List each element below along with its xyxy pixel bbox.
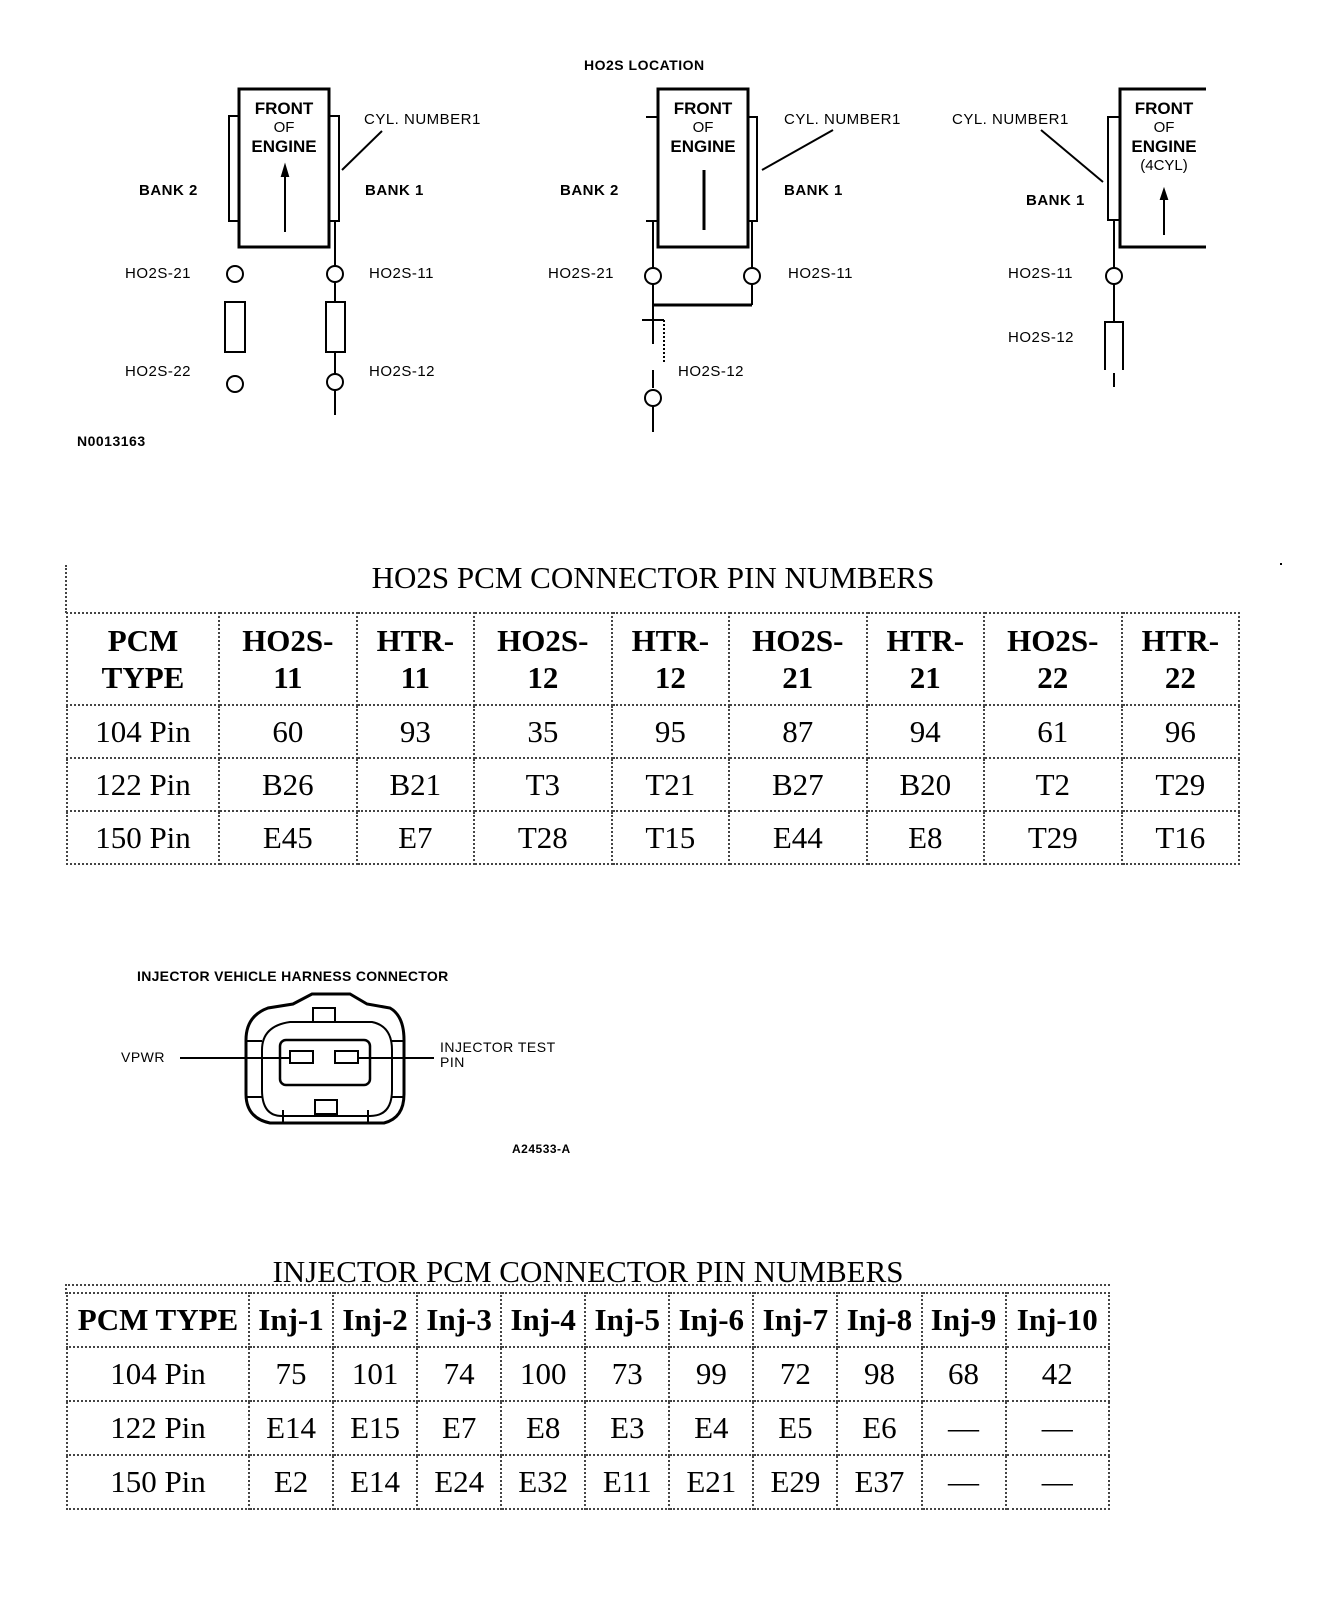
pin-cell: B27 bbox=[729, 758, 867, 811]
pcm-type-cell: 150 Pin bbox=[67, 1455, 249, 1509]
col-header-ho2s-12 bbox=[474, 613, 612, 705]
table-header-row bbox=[67, 613, 1239, 705]
header-line: HTR- bbox=[886, 623, 965, 658]
table-row bbox=[67, 1455, 1109, 1509]
col-header-pcm-type bbox=[67, 613, 219, 705]
bank-1-label: BANK 1 bbox=[784, 182, 843, 199]
pin-cell: — bbox=[1006, 1401, 1109, 1455]
figure-id-label: A24533-A bbox=[512, 1142, 571, 1156]
table-header-row bbox=[67, 1293, 1109, 1347]
pin-cell: B26 bbox=[219, 758, 357, 811]
pin-cell: E14 bbox=[249, 1401, 333, 1455]
col-header-htr-11 bbox=[357, 613, 474, 705]
cyl-number-label: CYL. NUMBER1 bbox=[952, 111, 1069, 128]
pin-cell: 68 bbox=[922, 1347, 1006, 1401]
header-line: HTR- bbox=[1141, 623, 1220, 658]
pin-cell: B21 bbox=[357, 758, 474, 811]
pin-cell: E45 bbox=[219, 811, 357, 864]
header-line: HO2S- bbox=[752, 623, 844, 658]
pin-cell: — bbox=[1006, 1455, 1109, 1509]
bank-2-label: BANK 2 bbox=[139, 182, 198, 199]
pin-cell: T3 bbox=[474, 758, 612, 811]
pin-cell: 74 bbox=[417, 1347, 501, 1401]
header-line: 11 bbox=[273, 660, 303, 695]
bank-1-label: BANK 1 bbox=[365, 182, 424, 199]
header-line: 22 bbox=[1037, 660, 1069, 695]
injector-table-title: INJECTOR PCM CONNECTOR PIN NUMBERS bbox=[272, 1254, 904, 1289]
pin-cell: T29 bbox=[984, 811, 1122, 864]
box-label-line: (4CYL) bbox=[1140, 157, 1188, 174]
pin-cell: 101 bbox=[333, 1347, 417, 1401]
header-line: 21 bbox=[782, 660, 814, 695]
header-line: 12 bbox=[527, 660, 559, 695]
label-line: INJECTOR TEST bbox=[440, 1039, 556, 1055]
col-header-ho2s-22 bbox=[984, 613, 1122, 705]
box-label-line: ENGINE bbox=[251, 137, 317, 156]
pin-cell: E15 bbox=[333, 1401, 417, 1455]
pin-cell: 35 bbox=[474, 705, 612, 758]
col-header-ho2s-21 bbox=[729, 613, 867, 705]
header-line: HO2S- bbox=[1007, 623, 1099, 658]
injector-connector-diagram bbox=[0, 990, 700, 1150]
injector-pin-table bbox=[66, 1292, 1110, 1510]
table-row bbox=[67, 811, 1239, 864]
table-row bbox=[67, 758, 1239, 811]
pin-cell: B20 bbox=[867, 758, 984, 811]
figure-id-label: N0013163 bbox=[77, 433, 146, 449]
ho2s-location-title: HO2S LOCATION bbox=[584, 57, 705, 73]
pcm-type-cell: 104 Pin bbox=[67, 705, 219, 758]
pin-cell: T29 bbox=[1122, 758, 1239, 811]
pin-cell: — bbox=[922, 1455, 1006, 1509]
ho2s-21-label: HO2S-21 bbox=[548, 265, 615, 282]
pin-cell: 42 bbox=[1006, 1347, 1109, 1401]
col-header-inj-1: Inj-1 bbox=[249, 1293, 333, 1347]
vpwr-label: VPWR bbox=[121, 1049, 165, 1065]
pin-cell: E7 bbox=[357, 811, 474, 864]
header-line: 21 bbox=[909, 660, 941, 695]
box-label-line: OF bbox=[1153, 119, 1175, 136]
header-line: HO2S- bbox=[242, 623, 334, 658]
front-of-engine-label-right bbox=[1121, 99, 1207, 175]
front-of-engine-label-middle bbox=[659, 99, 747, 156]
box-label-line: FRONT bbox=[254, 99, 314, 118]
pin-cell: E37 bbox=[837, 1455, 921, 1509]
front-of-engine-label-left bbox=[240, 99, 328, 156]
col-header-htr-12 bbox=[612, 613, 729, 705]
col-header-htr-22 bbox=[1122, 613, 1239, 705]
pin-cell: 61 bbox=[984, 705, 1122, 758]
col-header-ho2s-11 bbox=[219, 613, 357, 705]
label-line: PIN bbox=[440, 1054, 465, 1070]
pin-cell: 60 bbox=[219, 705, 357, 758]
pin-cell: E4 bbox=[669, 1401, 753, 1455]
col-header-inj-6: Inj-6 bbox=[669, 1293, 753, 1347]
table-row bbox=[67, 1347, 1109, 1401]
pin-cell: 87 bbox=[729, 705, 867, 758]
pin-cell: E21 bbox=[669, 1455, 753, 1509]
injector-connector-title: INJECTOR VEHICLE HARNESS CONNECTOR bbox=[137, 968, 449, 984]
ho2s-table-title: HO2S PCM CONNECTOR PIN NUMBERS bbox=[371, 560, 935, 595]
pin-cell: 72 bbox=[753, 1347, 837, 1401]
col-header-pcm-type: PCM TYPE bbox=[67, 1293, 249, 1347]
col-header-inj-5: Inj-5 bbox=[585, 1293, 669, 1347]
pin-cell: 94 bbox=[867, 705, 984, 758]
col-header-htr-21 bbox=[867, 613, 984, 705]
pin-cell: — bbox=[922, 1401, 1006, 1455]
box-label-line: ENGINE bbox=[670, 137, 736, 156]
pin-cell: E5 bbox=[753, 1401, 837, 1455]
pin-cell: T28 bbox=[474, 811, 612, 864]
pcm-type-cell: 150 Pin bbox=[67, 811, 219, 864]
pin-cell: 100 bbox=[501, 1347, 585, 1401]
pin-cell: E7 bbox=[417, 1401, 501, 1455]
pin-cell: 99 bbox=[669, 1347, 753, 1401]
pin-cell: E2 bbox=[249, 1455, 333, 1509]
pin-cell: E8 bbox=[501, 1401, 585, 1455]
ho2s-11-label: HO2S-11 bbox=[369, 265, 434, 282]
cyl-number-label: CYL. NUMBER1 bbox=[364, 111, 481, 128]
box-label-line: FRONT bbox=[1134, 99, 1194, 118]
box-label-line: ENGINE bbox=[1131, 137, 1197, 156]
bank-1-label: BANK 1 bbox=[1026, 192, 1085, 209]
header-line: 12 bbox=[654, 660, 686, 695]
pin-cell: E8 bbox=[867, 811, 984, 864]
pin-cell: T15 bbox=[612, 811, 729, 864]
pcm-type-cell: 122 Pin bbox=[67, 758, 219, 811]
ho2s-12-label: HO2S-12 bbox=[678, 363, 745, 380]
pin-cell: E44 bbox=[729, 811, 867, 864]
pin-cell: 73 bbox=[585, 1347, 669, 1401]
header-line: 22 bbox=[1164, 660, 1196, 695]
table-frame-mark bbox=[1280, 563, 1282, 565]
ho2s-21-label: HO2S-21 bbox=[125, 265, 192, 282]
ho2s-pin-table bbox=[66, 612, 1240, 865]
col-header-inj-3: Inj-3 bbox=[417, 1293, 501, 1347]
pin-cell: T21 bbox=[612, 758, 729, 811]
header-line: TYPE bbox=[101, 660, 185, 695]
table-row bbox=[67, 705, 1239, 758]
pin-cell: 95 bbox=[612, 705, 729, 758]
pin-cell: 93 bbox=[357, 705, 474, 758]
pin-cell: T16 bbox=[1122, 811, 1239, 864]
col-header-inj-9: Inj-9 bbox=[922, 1293, 1006, 1347]
ho2s-11-label: HO2S-11 bbox=[788, 265, 853, 282]
ho2s-12-label: HO2S-12 bbox=[369, 363, 436, 380]
ho2s-12-label: HO2S-12 bbox=[1008, 329, 1075, 346]
pin-cell: E32 bbox=[501, 1455, 585, 1509]
ho2s-11-label: HO2S-11 bbox=[1008, 265, 1073, 282]
pin-cell: E6 bbox=[837, 1401, 921, 1455]
pin-cell: T2 bbox=[984, 758, 1122, 811]
pin-cell: 98 bbox=[837, 1347, 921, 1401]
col-header-inj-7: Inj-7 bbox=[753, 1293, 837, 1347]
pin-cell: E29 bbox=[753, 1455, 837, 1509]
header-line: PCM bbox=[107, 623, 179, 658]
bank-2-label: BANK 2 bbox=[560, 182, 619, 199]
box-label-line: OF bbox=[273, 119, 295, 136]
ho2s-22-label: HO2S-22 bbox=[125, 363, 192, 380]
header-line: HTR- bbox=[376, 623, 455, 658]
box-label-line: OF bbox=[692, 119, 714, 136]
pin-cell: E24 bbox=[417, 1455, 501, 1509]
col-header-inj-4: Inj-4 bbox=[501, 1293, 585, 1347]
pcm-type-cell: 122 Pin bbox=[67, 1401, 249, 1455]
injector-test-pin-label bbox=[440, 1040, 556, 1070]
header-line: HTR- bbox=[631, 623, 710, 658]
pcm-type-cell: 104 Pin bbox=[67, 1347, 249, 1401]
col-header-inj-10: Inj-10 bbox=[1006, 1293, 1109, 1347]
pin-cell: E11 bbox=[585, 1455, 669, 1509]
table-row bbox=[67, 1401, 1109, 1455]
pin-cell: E3 bbox=[585, 1401, 669, 1455]
col-header-inj-2: Inj-2 bbox=[333, 1293, 417, 1347]
header-line: HO2S- bbox=[497, 623, 589, 658]
pin-cell: E14 bbox=[333, 1455, 417, 1509]
pin-cell: 75 bbox=[249, 1347, 333, 1401]
box-label-line: FRONT bbox=[673, 99, 733, 118]
header-line: 11 bbox=[400, 660, 430, 695]
pin-cell: 96 bbox=[1122, 705, 1239, 758]
col-header-inj-8: Inj-8 bbox=[837, 1293, 921, 1347]
cyl-number-label: CYL. NUMBER1 bbox=[784, 111, 901, 128]
